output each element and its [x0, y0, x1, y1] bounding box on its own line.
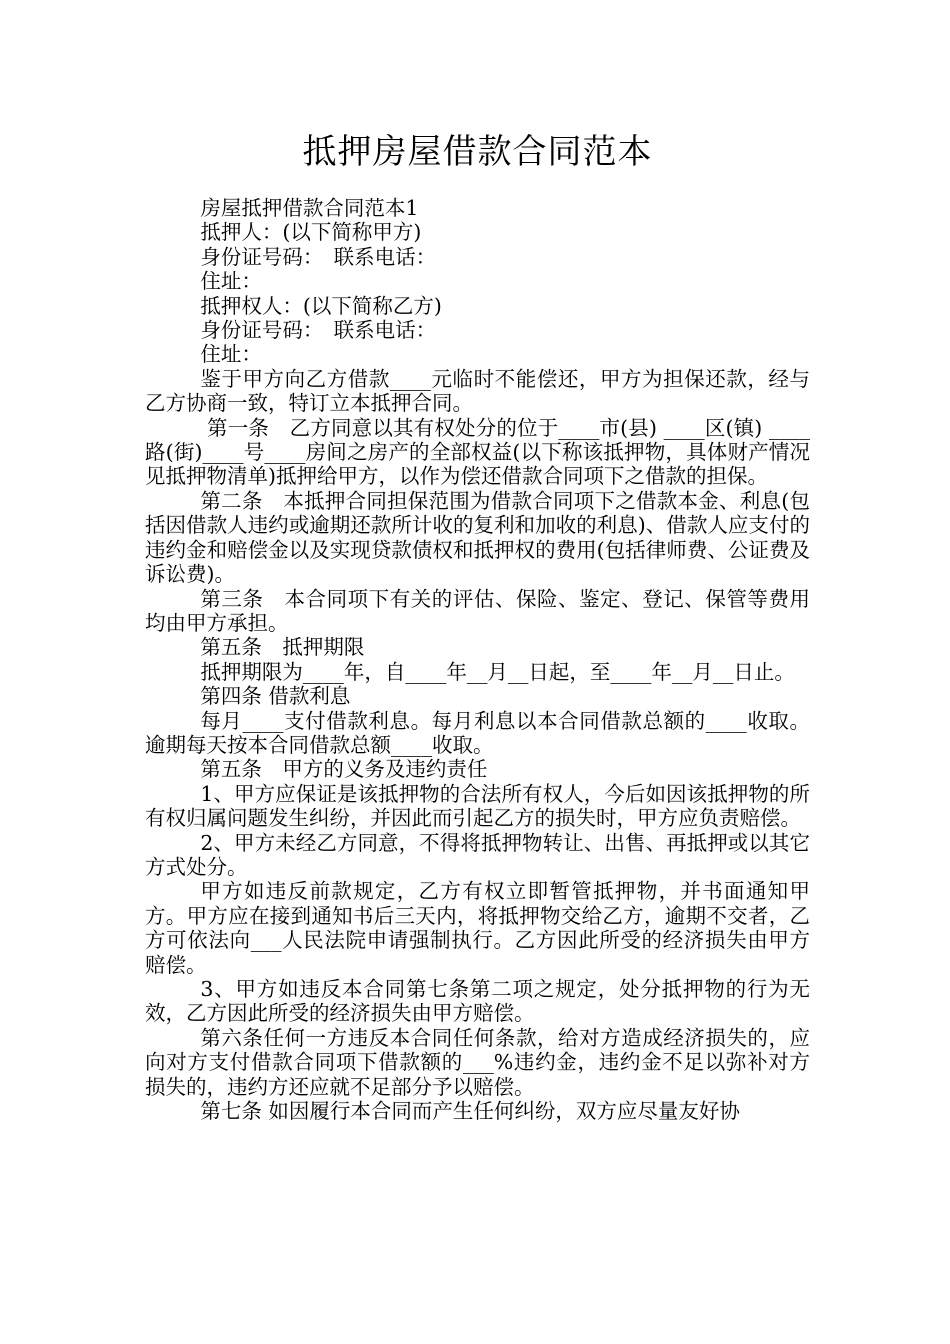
article-term-heading: 第五条 抵押期限	[200, 635, 365, 660]
interest-paragraph: 每月____支付借款利息。每月利息以本合同借款总额的____收取。逾期每天按本合同借款总额____收取。	[145, 708, 810, 757]
document-body	[145, 196, 810, 1123]
article-4-heading: 第四条 借款利息	[200, 684, 351, 709]
article-5-heading: 第五条 甲方的义务及违约责任	[200, 757, 488, 782]
obligation-1-paragraph: 1、甲方应保证是该抵押物的合法所有权人，今后如因该抵押物的所有权归属问题发生纠纷，并因此而引起乙方的损失时，甲方应负责赔偿。	[145, 781, 810, 831]
document-page	[145, 0, 810, 1123]
article-6-paragraph: 第六条任何一方违反本合同任何条款，给对方造成经济损失的，应向对方支付借款合同项下借款额的___%违约金，违约金不足以弥补对方损失的，违约方还应就不足部分予以赔偿。	[145, 1025, 810, 1099]
heading-contract-sample: 房屋抵押借款合同范本1	[200, 196, 419, 220]
article-1-paragraph: 第一条 乙方同意以其有权处分的位于____市(县) ____区(镇) ____路(街)____号____房间之房产的全部权益(以下称该抵押物，具体财产情况见抵押物清单)抵押给甲方，以作为偿还借款合同项下之借款的担保。	[145, 415, 810, 489]
document-title: 抵押房屋借款合同范本	[302, 132, 653, 172]
mortgagor-address-field: 住址：	[200, 269, 262, 294]
mortgagee-field: 抵押权人：(以下简称乙方)	[200, 293, 442, 318]
obligation-2-paragraph: 2、甲方未经乙方同意，不得将抵押物转让、出售、再抵押或以其它方式处分。	[145, 830, 810, 879]
mortgagor-id-phone-field: 身份证号码： 联系电话：	[200, 244, 437, 269]
article-7-paragraph: 第七条 如因履行本合同而产生任何纠纷，双方应尽量友好协	[200, 1099, 740, 1124]
breach-notice-paragraph: 甲方如违反前款规定，乙方有权立即暂管抵押物，并书面通知甲方。甲方应在接到通知书后三天内，将抵押物交给乙方，逾期不交者，乙方可依法向___人民法院申请强制执行。乙方因此所受的经济损失由甲方赔偿。	[145, 879, 810, 977]
article-2-paragraph: 第二条 本抵押合同担保范围为借款合同项下之借款本金、利息(包括因借款人违约或逾期还款所计收的复利和加收的利息)、借款人应支付的违约金和赔偿金以及实现贷款债权和抵押权的费用(包括律师费、公证费及诉讼费)。	[145, 488, 810, 587]
mortgagor-field: 抵押人：(以下简称甲方)	[200, 220, 422, 245]
mortgagee-id-phone-field: 身份证号码： 联系电话：	[200, 318, 437, 343]
mortgagee-address-field: 住址：	[200, 342, 262, 367]
obligation-3-paragraph: 3、甲方如违反本合同第七条第二项之规定，处分抵押物的行为无效，乙方因此所受的经济损失由甲方赔偿。	[145, 977, 810, 1026]
article-3-paragraph: 第三条 本合同项下有关的评估、保险、鉴定、登记、保管等费用均由甲方承担。	[145, 586, 810, 635]
preamble-paragraph: 鉴于甲方向乙方借款____元临时不能偿还，甲方为担保还款，经与乙方协商一致，特订立本抵押合同。	[145, 366, 810, 416]
mortgage-term-paragraph: 抵押期限为____年，自____年__月__日起，至____年__月__日止。	[200, 659, 795, 684]
